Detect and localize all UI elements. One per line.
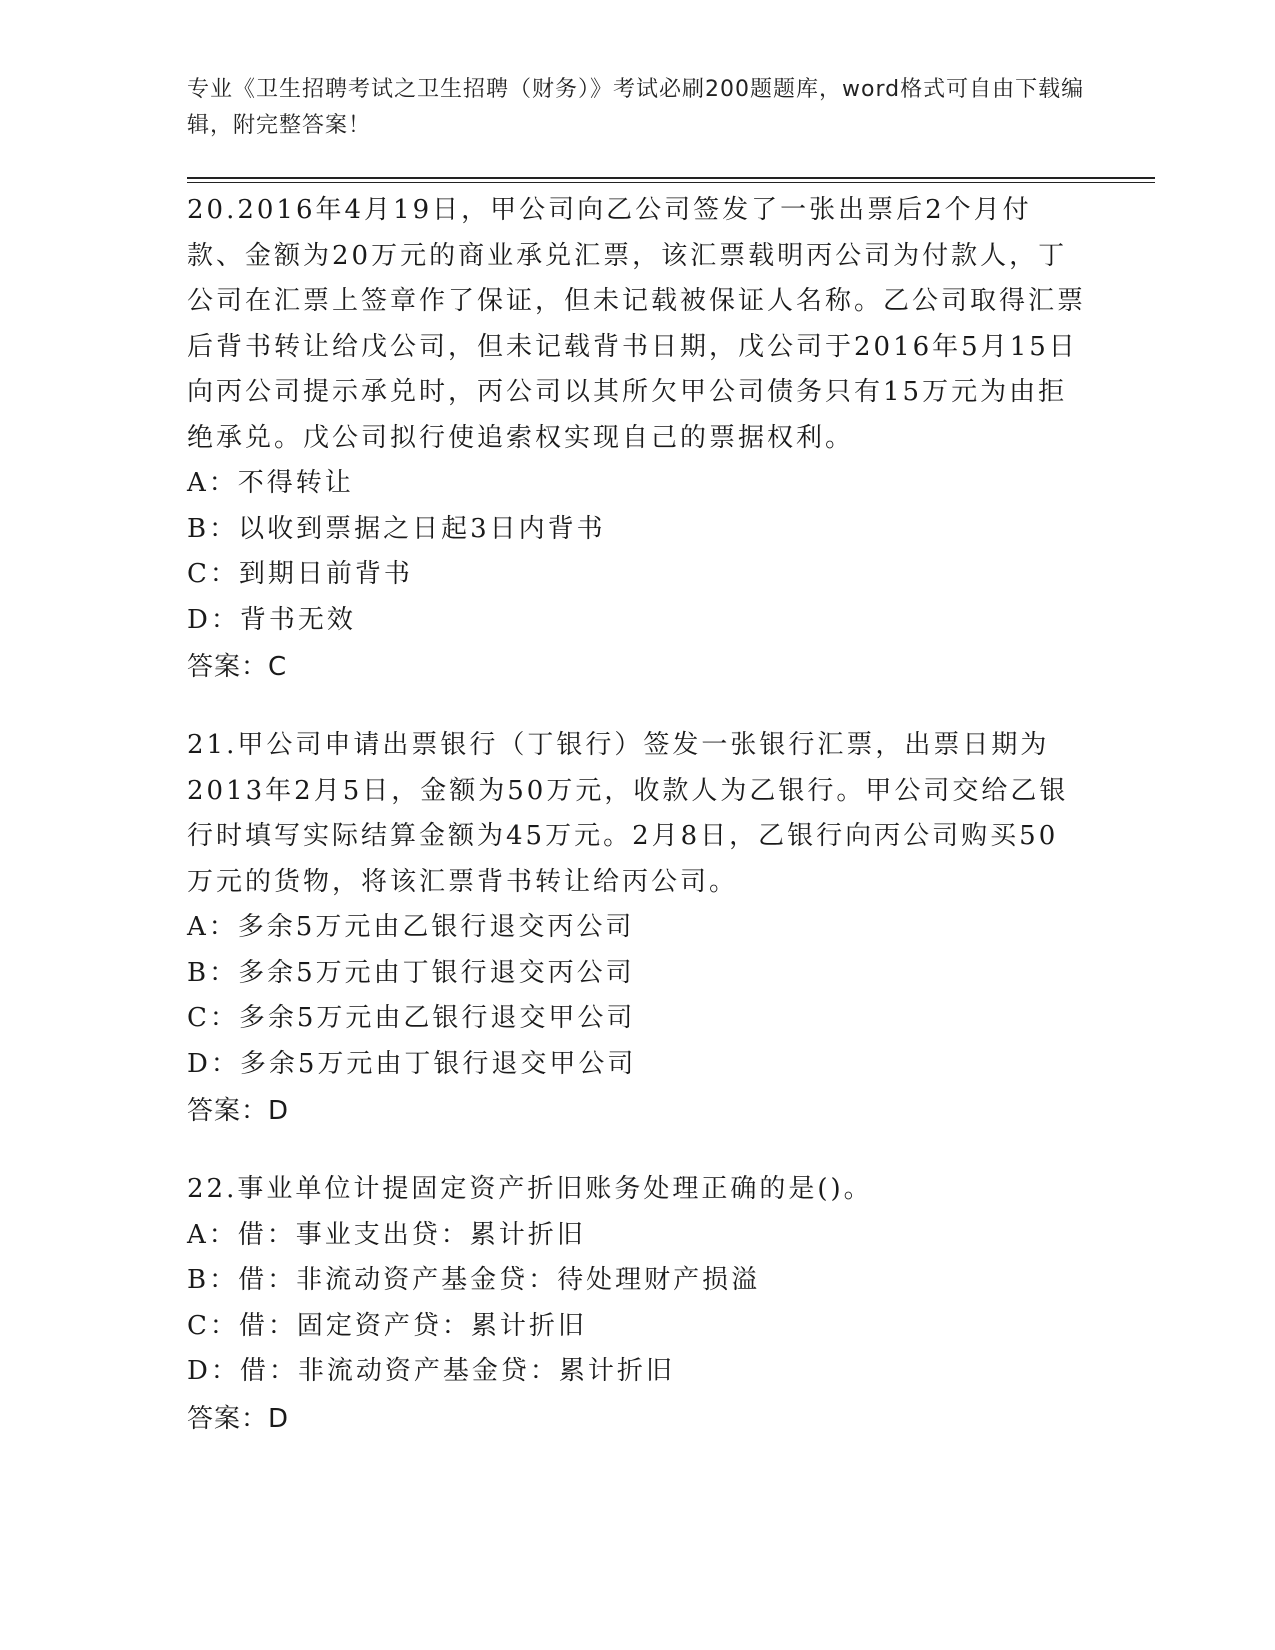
question-stem: 21.甲公司申请出票银行（丁银行）签发一张银行汇票，出票日期为2013年2月5日，金额为50万元，收款人为乙银行。甲公司交给乙银行时填写实际结算金额为45万元。2月8日，乙银行向丙公司购买50万元的货物，将该汇票背书转让给丙公司。 [187,730,1069,897]
option-c: C：多余5万元由乙银行退交甲公司 [187,1003,636,1033]
option-d: D：借：非流动资产基金贷：累计折旧 [187,1356,675,1386]
header-rule-thin [187,182,1155,183]
option-c: C：到期日前背书 [187,559,413,589]
option-b: B：以收到票据之日起3日内背书 [187,513,606,544]
option-c: C：借：固定资产贷：累计折旧 [187,1310,587,1341]
option-a: A：借：事业支出贷：累计折旧 [187,1219,586,1250]
question-20 [187,188,1087,691]
answer: 答案：D [187,1096,290,1126]
question-22 [187,1167,1087,1443]
question-stem: 22.事业单位计提固定资产折旧账务处理正确的是()。 [187,1174,873,1204]
question-stem: 20.2016年4月19日，甲公司向乙公司签发了一张出票后2个月付款、金额为20万元的商业承兑汇票，该汇票载明丙公司为付款人，丁公司在汇票上签章作了保证，但未记载被保证人名称。乙公司取得汇票后背书转让给戊公司，但未记载背书日期，戊公司于2016年5月15日向丙公司提示承兑时，丙公司以其所欠甲公司债务只有15万元为由拒绝承兑。戊公司拟行使追索权实现自己的票据权利。 [187,195,1087,453]
option-d: D：背书无效 [187,604,356,635]
header-rule-thick [187,177,1155,179]
question-21 [187,723,1087,1135]
option-a: A：不得转让 [187,468,354,498]
option-b: B：多余5万元由丁银行退交丙公司 [187,957,635,988]
answer: 答案：C [187,652,288,682]
option-b: B：借：非流动资产基金贷：待处理财产损溢 [187,1265,761,1295]
option-d: D：多余5万元由丁银行退交甲公司 [187,1048,637,1079]
question-list [187,188,1087,1475]
option-a: A：多余5万元由乙银行退交丙公司 [187,912,635,942]
document-header: 专业《卫生招聘考试之卫生招聘（财务）》考试必刷200题题库，word格式可自由下载编辑，附完整答案！ [187,77,1085,138]
answer: 答案：D [187,1403,290,1434]
